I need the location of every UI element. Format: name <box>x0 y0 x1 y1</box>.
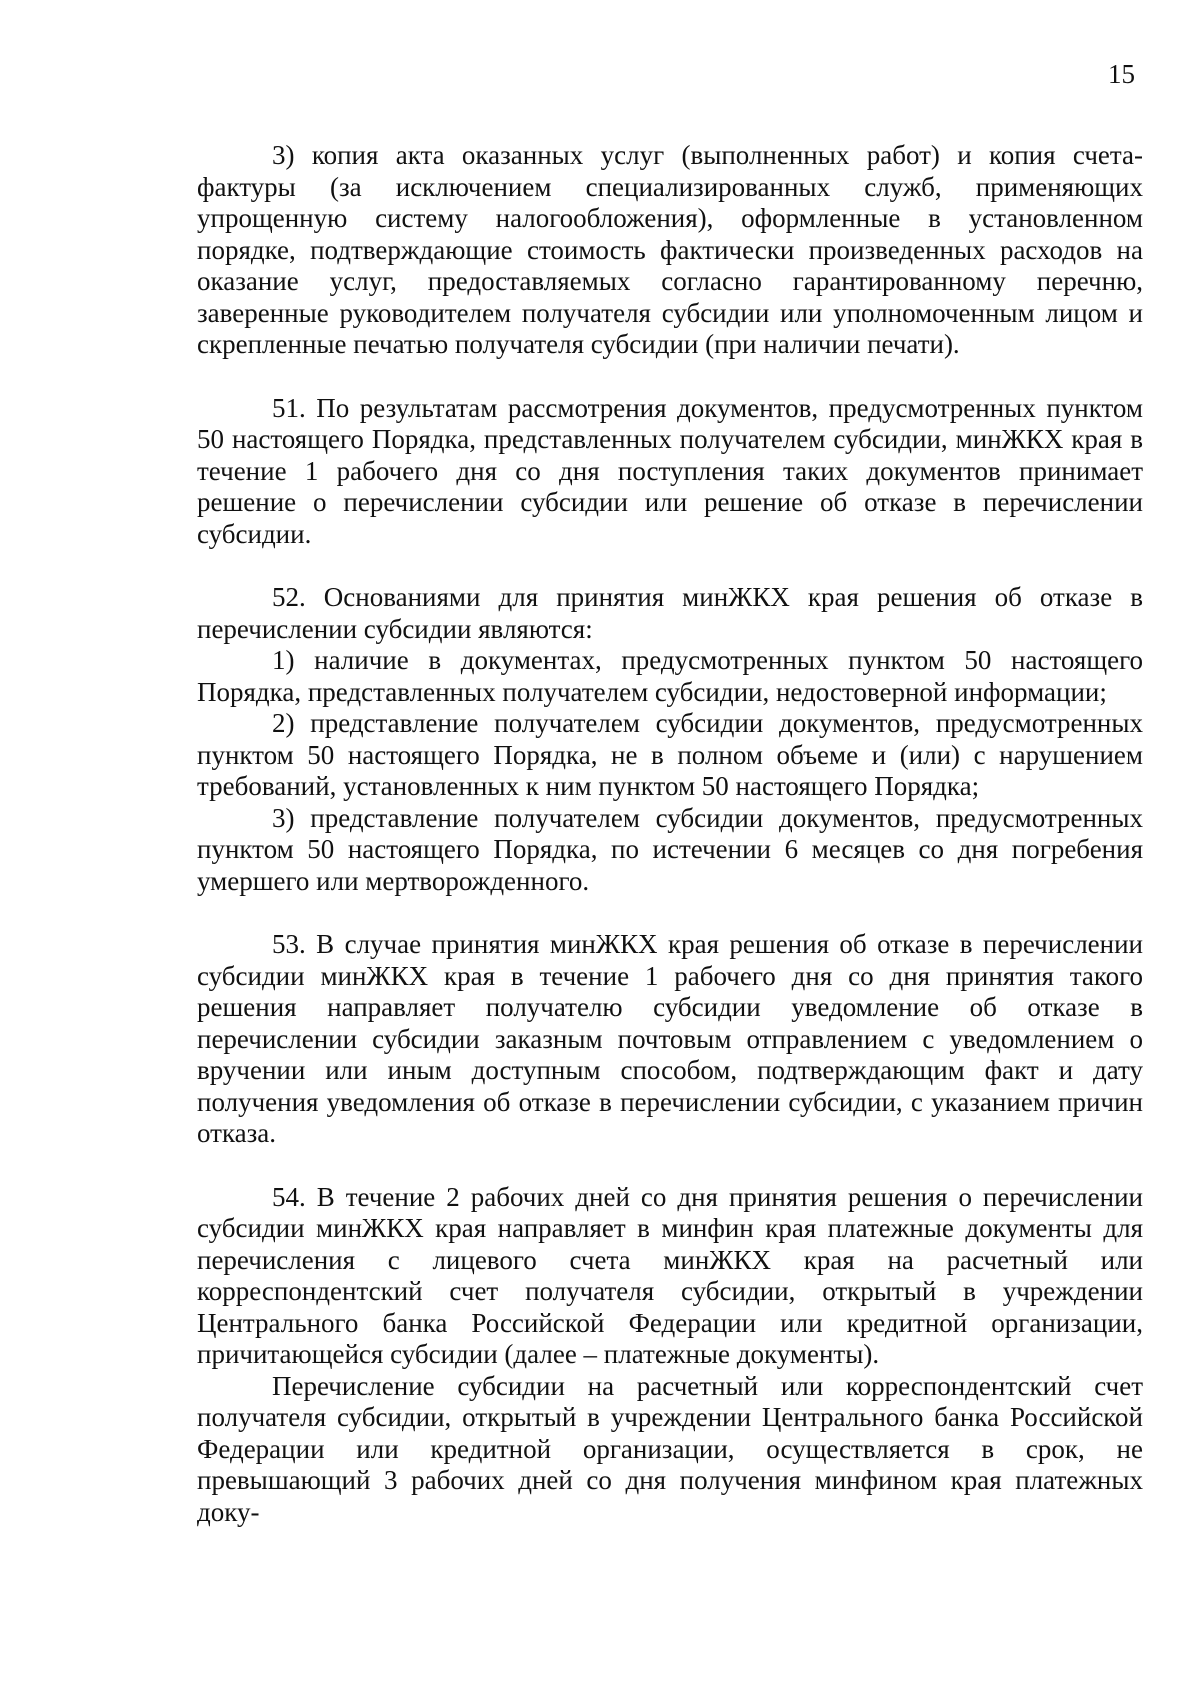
paragraph-52-item-2: 2) представление получателем субсидии документов, предусмотренных пунктом 50 настоящего Порядка, не в полном объеме и (или) с нарушением требований, установленных к ним пунктом 50 настоящего Порядка; <box>197 708 1143 801</box>
paragraph-52: 52. Основаниями для принятия минЖКХ края решения об отказе в перечислении субсидии являются: <box>197 582 1143 644</box>
paragraph-52-item-1: 1) наличие в документах, предусмотренных пунктом 50 настоящего Порядка, представленных получателем субсидии, недостоверной информации; <box>197 645 1143 707</box>
page-number: 15 <box>1108 59 1135 89</box>
paragraph-52-item-3: 3) представление получателем субсидии документов, предусмотренных пунктом 50 настоящего Порядка, по истечении 6 месяцев со дня погребения умершего или мертворожденного. <box>197 802 1143 896</box>
paragraph-51: 51. По результатам рассмотрения документов, предусмотренных пунктом 50 настоящего Порядка, представленных получателем субсидии, минЖКХ края в течение 1 рабочего дня со дня поступления таких документов принимает решение о перечислении субсидии или решение об отказе в перечислении субсидии. <box>197 392 1143 549</box>
paragraph-54-continuation: Перечисление субсидии на расчетный или корреспондентский счет получателя субсидии, открытый в учреждении Центрального банка Российской Федерации или кредитной организации, осуществляется в срок, не превышающий 3 рабочих дней со дня получения минфином края платежных доку- <box>197 1370 1143 1527</box>
paragraph-item-3: 3) копия акта оказанных услуг (выполненных работ) и копия счета-фактуры (за исключением специализированных служб, применяющих упрощенную систему налогообложения), оформленные в установленном порядке, подтверждающие стоимость фактически произведенных расходов на оказание услуг, предоставляемых согласно гарантированному перечню, заверенные руководителем получателя субсидии или уполномоченным лицом и скрепленные печатью получателя субсидии (при наличии печати). <box>197 140 1143 359</box>
paragraph-54: 54. В течение 2 рабочих дней со дня принятия решения о перечислении субсидии минЖКХ края направляет в минфин края платежные документы для перечисления с лицевого счета минЖКХ края на расчетный или корреспондентский счет получателя субсидии, открытый в учреждении Центрального банка Российской Федерации или кредитной организации, причитающейся субсидии (далее – платежные документы). <box>197 1181 1143 1369</box>
paragraph-53: 53. В случае принятия минЖКХ края решения об отказе в перечислении субсидии минЖКХ края в течение 1 рабочего дня со дня принятия такого решения направляет получателю субсидии уведомление об отказе в перечислении субсидии заказным почтовым отправлением с уведомлением о вручении или иным доступным способом, подтверждающим факт и дату получения уведомления об отказе в перечислении субсидии, с указанием причин отказа. <box>197 929 1143 1148</box>
document-body <box>197 140 1143 1528</box>
